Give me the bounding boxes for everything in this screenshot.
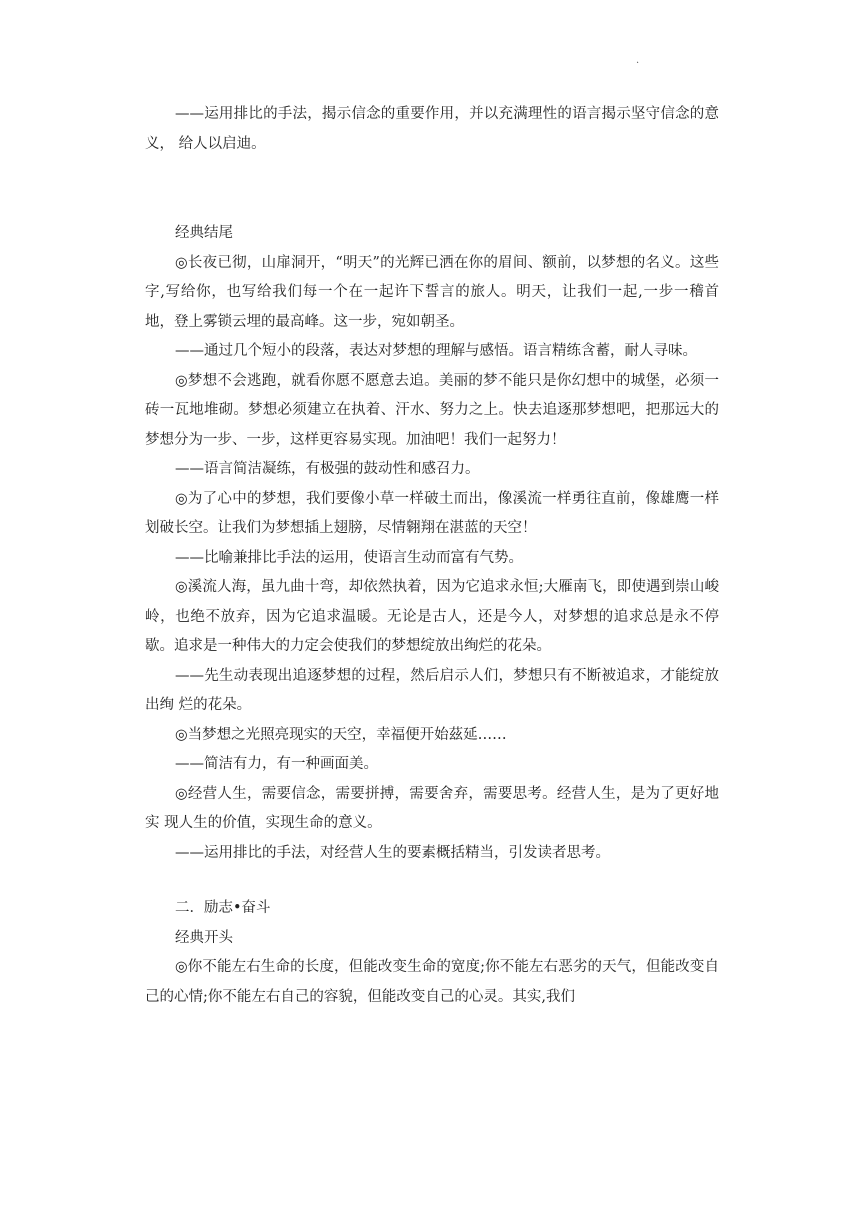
section-heading: 经典开头 xyxy=(175,929,233,946)
example-paragraph: ◎经营人生，需要信念，需要拼搏，需要舍弃，需要思考。经营人生，是为了更好地实 现人生的价值，实现生命的意义。 xyxy=(145,785,719,831)
example-paragraph: ◎长夜已彻，山扉洞开，“明天”的光辉已洒在你的眉间、额前，以梦想的名义。这些字,写给你，也写给我们每一个在一起许下誓言的旅人。明天，让我们一起,一步一稽首地，登上雾锁云埋的最高峰。这一步，宛如朝圣。 xyxy=(145,254,719,330)
example-paragraph: ◎溪流人海，虽九曲十弯，却依然执着，因为它追求永恒;大雁南飞，即使遇到崇山峻岭，也绝不放弃，因为它追求温暖。无论是古人，还是今人，对梦想的追求总是永不停歇。追求是一种伟大的力定会使我们的梦想绽放出绚烂的花朵。 xyxy=(145,579,719,654)
example-paragraph: ◎当梦想之光照亮现实的天空，幸福便开始茲延…… xyxy=(175,726,507,743)
commentary-paragraph: ——运用排比的手法，对经营人生的要素概括精当，引发读者思考。 xyxy=(175,844,610,861)
example-paragraph: ◎你不能左右生命的长度，但能改变生命的宽度;你不能左右恶劣的天气，但能改变自己的心情;你不能左右自己的容貌，但能改变自己的心灵。其实,我们 xyxy=(145,959,719,1005)
commentary-paragraph: ——运用排比的手法，揭示信念的重要作用，并以充满理性的语言揭示坚守信念的意义， 给人以启迪。 xyxy=(145,106,719,152)
document-body xyxy=(145,100,719,1012)
header-mark: · xyxy=(636,58,640,69)
chapter-heading: 二．励志•奋斗 xyxy=(175,900,271,916)
commentary-paragraph: ——通过几个短小的段落，表达对梦想的理解与感悟。语言精练含蓄，耐人寻味。 xyxy=(175,343,697,359)
commentary-paragraph: ——简洁有力，有一种画面美。 xyxy=(175,756,378,772)
commentary-paragraph: ——先生动表现出追逐梦想的过程，然后启示人们，梦想只有不断被追求，才能绽放出绚 烂的花朵。 xyxy=(145,667,719,713)
example-paragraph: ◎梦想不会逃跑，就看你愿不愿意去追。美丽的梦不能只是你幻想中的城堡，必须一砖一瓦地堆砌。梦想必须建立在执着、汗水、努力之上。快去追逐那梦想吧，把那远大的梦想分为一步、一步，这样更容易实现。加油吧！我们一起努力！ xyxy=(145,372,719,448)
commentary-paragraph: ——比喻兼排比手法的运用，使语言生动而富有气势。 xyxy=(175,549,523,566)
commentary-paragraph: ——语言简洁凝练，有极强的鼓动性和感召力。 xyxy=(175,461,480,477)
section-heading: 经典结尾 xyxy=(175,225,233,241)
example-paragraph: ◎为了心中的梦想，我们要像小草一样破土而出，像溪流一样勇往直前，像雄鹰一样划破长空。让我们为梦想插上翅膀，尽情翱翔在湛蓝的天空！ xyxy=(145,490,719,536)
